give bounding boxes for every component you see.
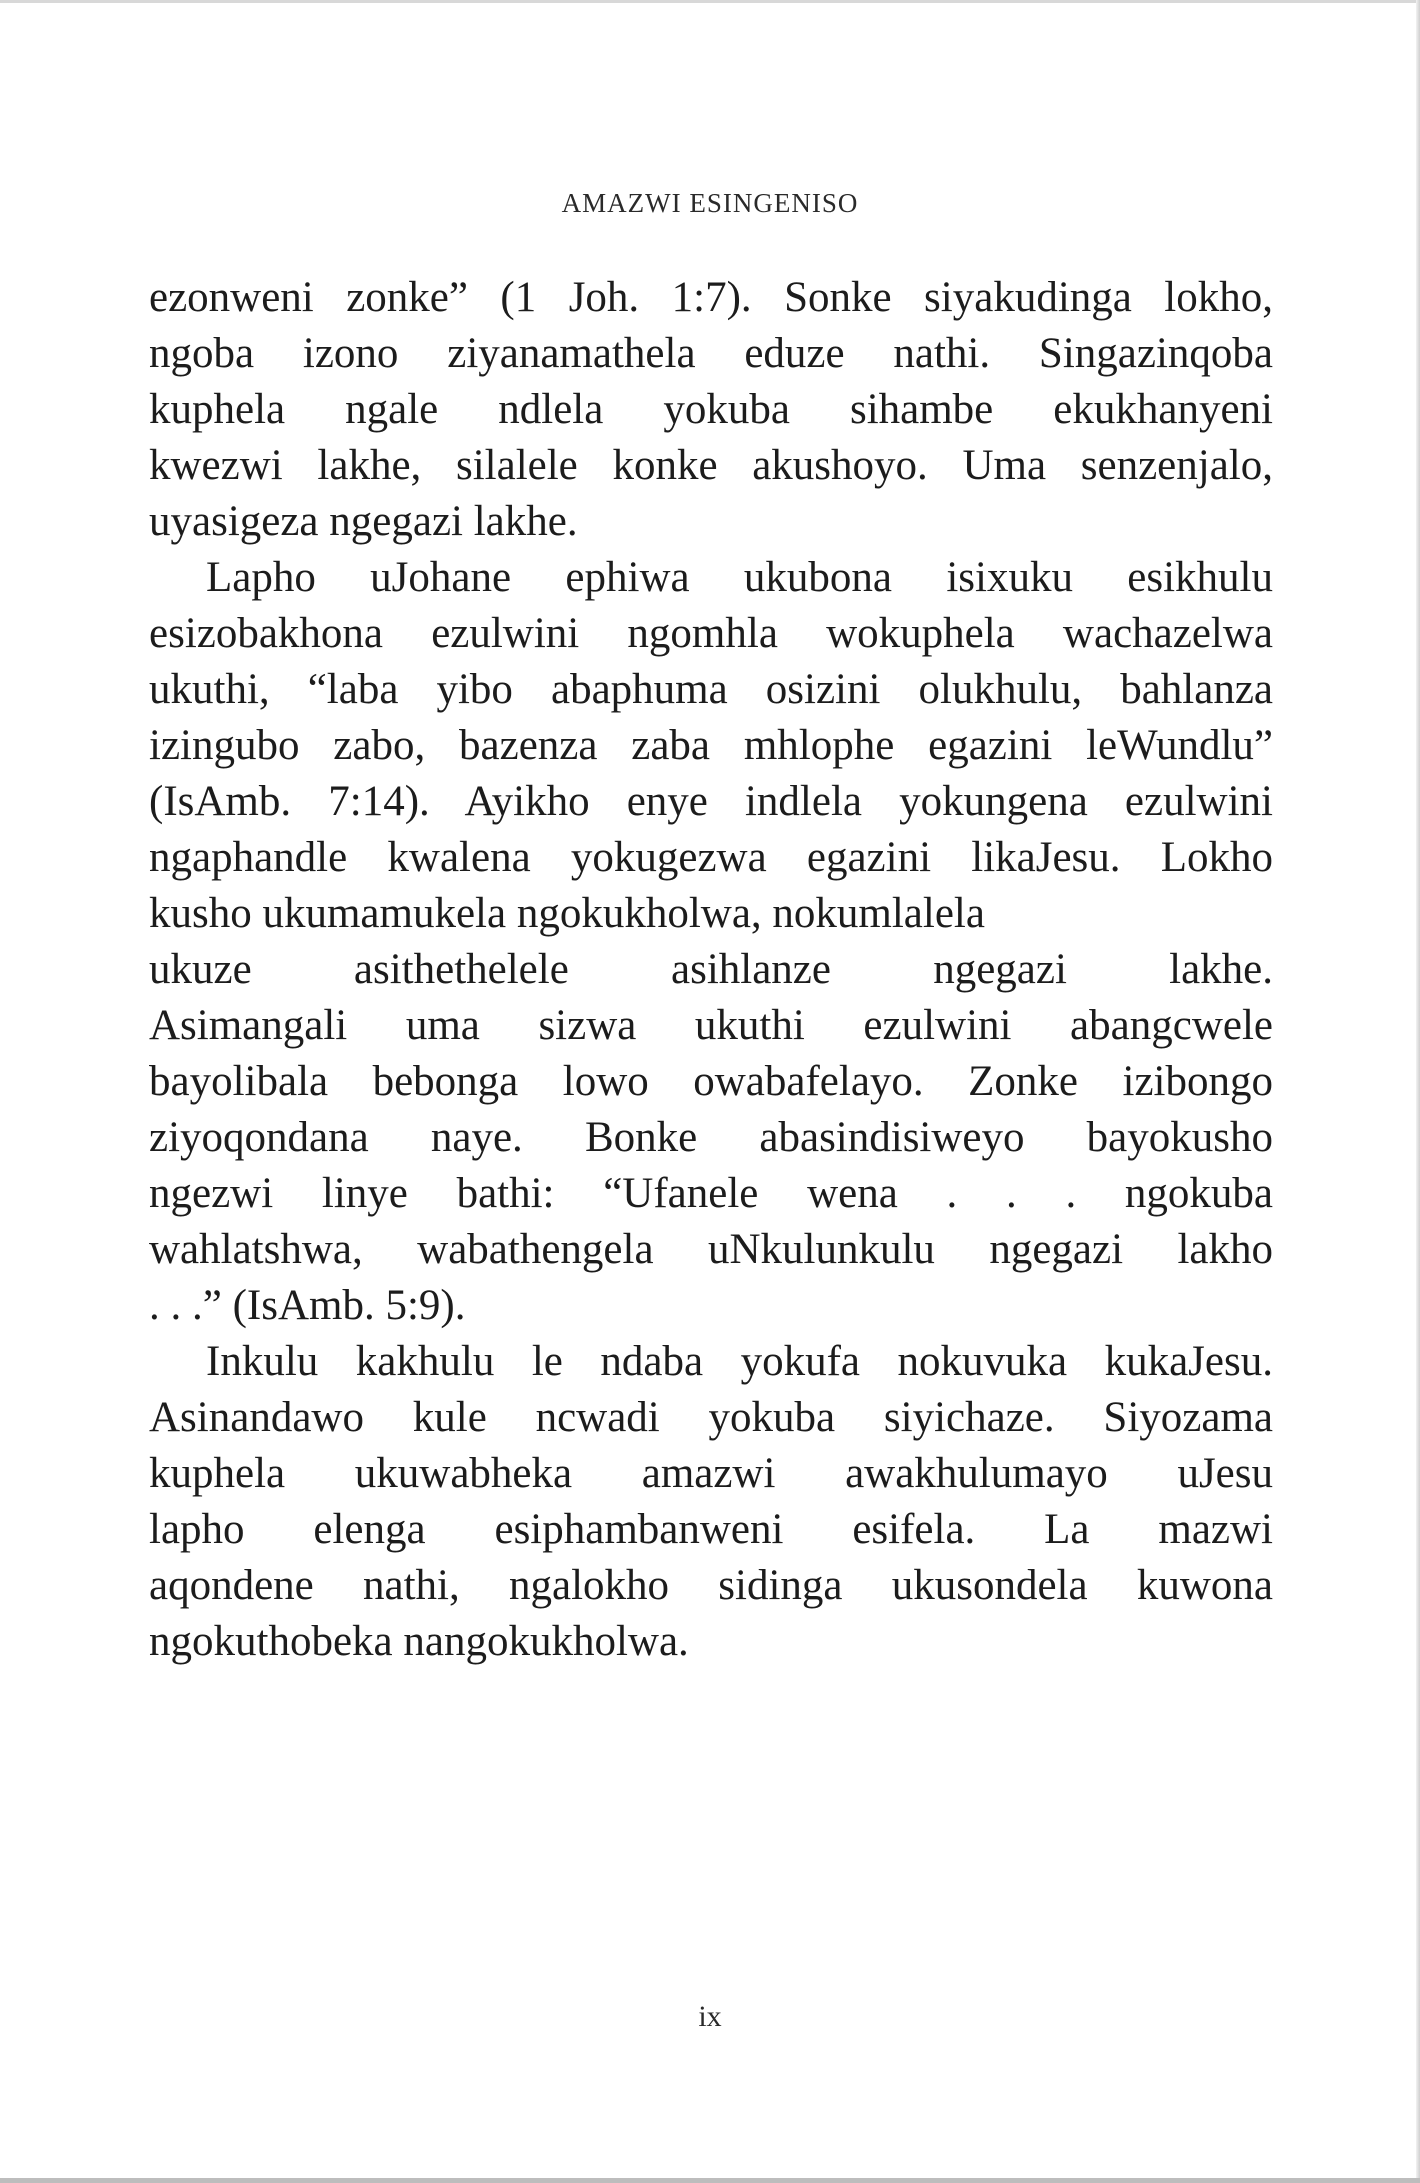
text-line: ukuthi, “laba yibo abaphuma osizini olukhulu, bahlanza bbox=[149, 666, 1273, 713]
running-head: AMAZWI ESINGENISO bbox=[561, 188, 859, 218]
text-line: lapho elenga esiphambanweni esifela. La mazwi bbox=[149, 1506, 1273, 1553]
scan-edge-bottom bbox=[0, 2178, 1420, 2183]
text-line: Asimangali uma sizwa ukuthi ezulwini abangcwele bbox=[149, 1002, 1273, 1049]
scan-edge-right bbox=[1416, 0, 1420, 2183]
text-line: ziyoqondana naye. Bonke abasindisiweyo bayokusho bbox=[149, 1114, 1273, 1161]
text-line: Inkulu kakhulu le ndaba yokufa nokuvuka kukaJesu. bbox=[206, 1338, 1273, 1385]
text-line: kwezwi lakhe, silalele konke akushoyo. Uma senzenjalo, bbox=[149, 442, 1273, 489]
text-line: ngaphandle kwalena yokugezwa egazini likaJesu. Lokho bbox=[149, 834, 1273, 881]
text-line: kusho ukumamukela ngokukholwa, nokumlalela bbox=[149, 890, 985, 937]
text-line: ukuze asithethelele asihlanze ngegazi lakhe. bbox=[149, 946, 1273, 993]
text-line: ezonweni zonke” (1 Joh. 1:7). Sonke siyakudinga lokho, bbox=[149, 274, 1273, 321]
scan-edge-top bbox=[0, 0, 1420, 3]
text-line: ngoba izono ziyanamathela eduze nathi. Singazinqoba bbox=[149, 330, 1273, 377]
body-text bbox=[149, 270, 1273, 1670]
text-line: aqondene nathi, ngalokho sidinga ukusondela kuwona bbox=[149, 1562, 1273, 1609]
text-line: Asinandawo kule ncwadi yokuba siyichaze. Siyozama bbox=[149, 1394, 1273, 1441]
text-line: ngokuthobeka nangokukholwa. bbox=[149, 1618, 689, 1665]
text-line: bayolibala bebonga lowo owabafelayo. Zonke izibongo bbox=[149, 1058, 1273, 1105]
text-line: . . .” (IsAmb. 5:9). bbox=[149, 1282, 466, 1329]
text-line: kuphela ukuwabheka amazwi awakhulumayo uJesu bbox=[149, 1450, 1273, 1497]
text-line: ngezwi linye bathi: “Ufanele wena . . . ngokuba bbox=[149, 1170, 1273, 1217]
text-line: Lapho uJohane ephiwa ukubona isixuku esikhulu bbox=[206, 554, 1273, 601]
text-line: wahlatshwa, wabathengela uNkulunkulu ngegazi lakho bbox=[149, 1226, 1273, 1273]
text-line: izingubo zabo, bazenza zaba mhlophe egazini leWundlu” bbox=[149, 722, 1273, 769]
text-line: esizobakhona ezulwini ngomhla wokuphela wachazelwa bbox=[149, 610, 1273, 657]
page-number: ix bbox=[698, 2000, 722, 2033]
text-line: kuphela ngale ndlela yokuba sihambe ekukhanyeni bbox=[149, 386, 1273, 433]
text-line: (IsAmb. 7:14). Ayikho enye indlela yokungena ezulwini bbox=[149, 778, 1273, 825]
text-line: uyasigeza ngegazi lakhe. bbox=[149, 498, 578, 545]
